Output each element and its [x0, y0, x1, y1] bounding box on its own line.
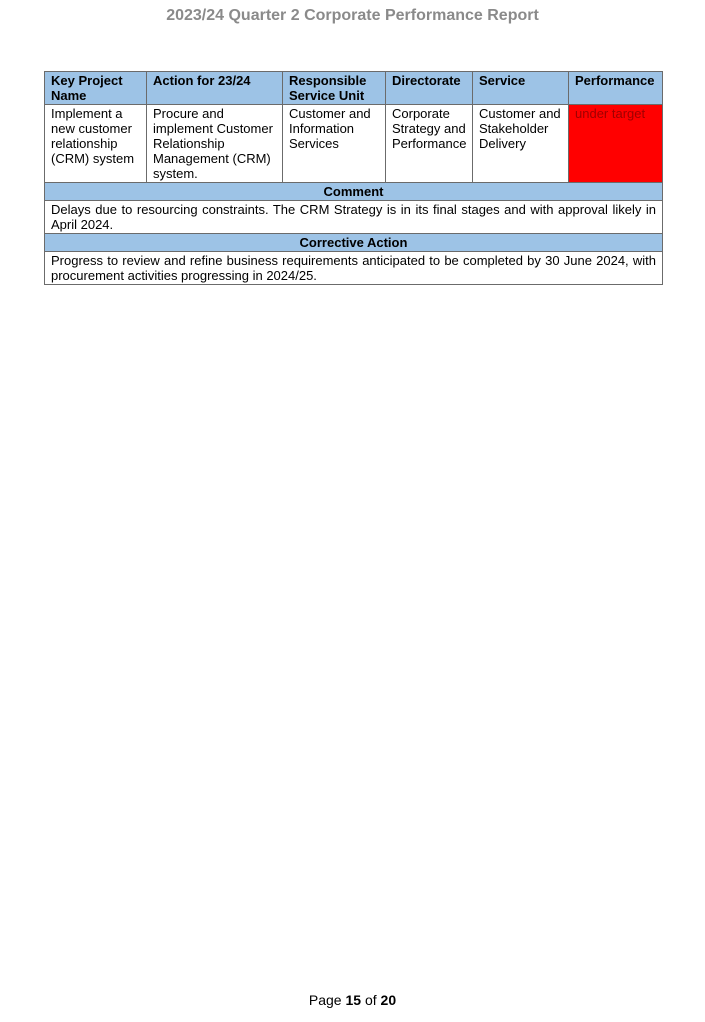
page-of-label: of [364, 992, 377, 1008]
report-title: 2023/24 Quarter 2 Corporate Performance Report [166, 7, 539, 24]
comment-row [45, 201, 663, 234]
page-total: 20 [380, 992, 397, 1008]
comment-text: Delays due to resourcing constraints. The CRM Strategy is in its final stages and with approval likely in April 2024. [45, 201, 663, 234]
corrective-action-heading: Corrective Action [45, 234, 663, 252]
page-label: Page [308, 992, 342, 1008]
column-header-action: Action for 23/24 [147, 72, 283, 105]
comment-heading-row [45, 183, 663, 201]
performance-table [44, 71, 663, 285]
column-header-service: Service [473, 72, 569, 105]
page-current: 15 [345, 992, 362, 1008]
cell-directorate: Corporate Strategy and Performance [386, 105, 473, 183]
corrective-row [45, 252, 663, 285]
performance-status-badge: under target [569, 105, 663, 183]
corrective-action-text: Progress to review and refine business requirements anticipated to be completed by 30 June 2024, with procurement activities progressing in 2024/25. [45, 252, 663, 285]
column-header-key-project-name: Key Project Name [45, 72, 147, 105]
corrective-heading-row [45, 234, 663, 252]
column-header-directorate: Directorate [386, 72, 473, 105]
cell-service: Customer and Stakeholder Delivery [473, 105, 569, 183]
cell-service-unit: Customer and Information Services [283, 105, 386, 183]
page-footer [0, 992, 705, 1008]
column-header-responsible-service-unit: Responsible Service Unit [283, 72, 386, 105]
table-header-row [45, 72, 663, 105]
cell-action: Procure and implement Customer Relationship Management (CRM) system. [147, 105, 283, 183]
cell-project-name: Implement a new customer relationship (CRM) system [45, 105, 147, 183]
table-row [45, 105, 663, 183]
comment-heading: Comment [45, 183, 663, 201]
column-header-performance: Performance [569, 72, 663, 105]
